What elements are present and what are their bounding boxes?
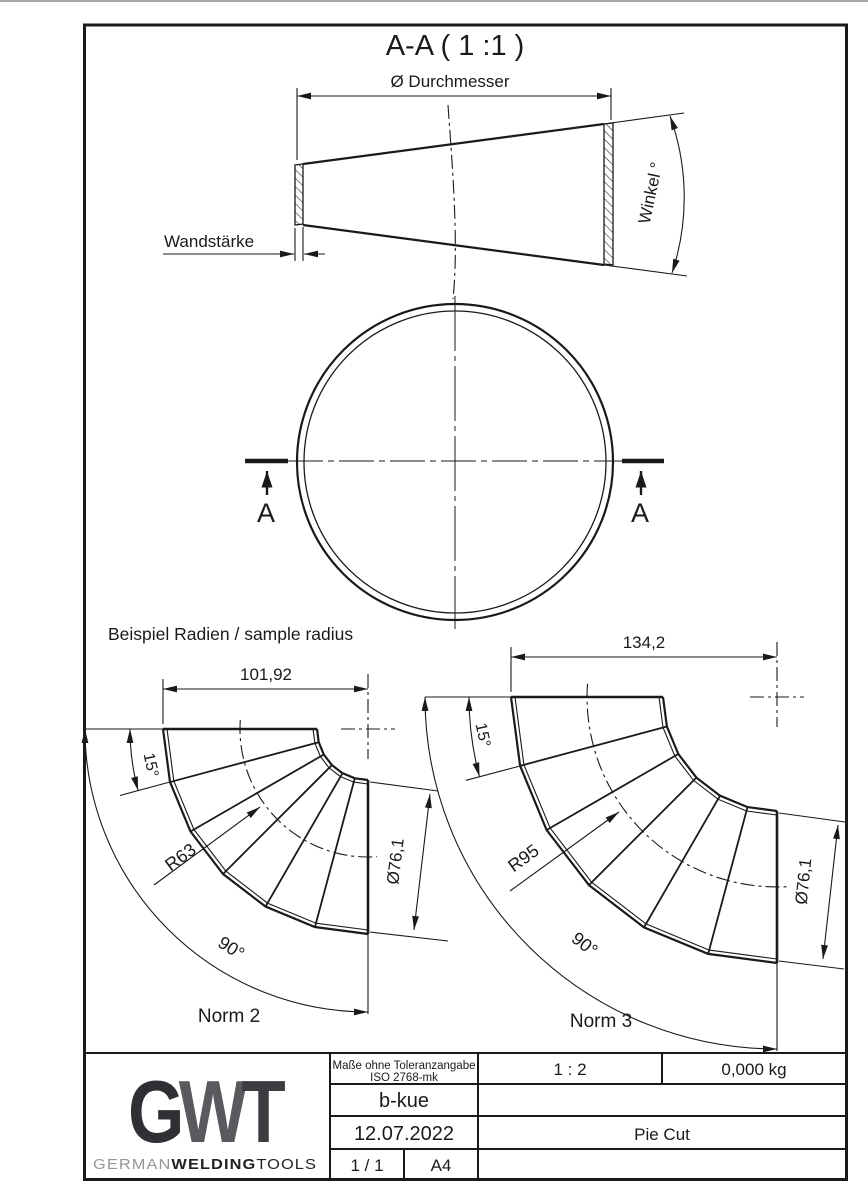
norm2-width-dimension: 101,92	[240, 665, 292, 684]
cone-top-line	[303, 124, 604, 164]
weight-field: 0,000 kg	[721, 1060, 787, 1079]
norm3-pie-cut-body	[511, 684, 790, 963]
section-mark-a-right: A	[630, 498, 650, 528]
tolerance-note-line1: Maße ohne Toleranzangabe	[332, 1060, 476, 1072]
section-view-title: A-A ( 1 :1 )	[385, 30, 525, 62]
title-block	[84, 1053, 847, 1179]
extension-line	[779, 961, 844, 969]
date-field: 12.07.2022	[353, 1123, 455, 1145]
norm3-diameter-dimension: Ø76,1	[791, 857, 816, 906]
technical-drawing-canvas	[0, 2, 868, 1201]
scale-field: 1 : 2	[553, 1060, 587, 1079]
brand-tools: TOOLS	[256, 1156, 312, 1173]
angle-dimension-arc	[670, 116, 684, 273]
tolerance-note-line2: ISO 2768-mk	[370, 1072, 438, 1084]
norm2-pie-cut-body	[163, 720, 377, 934]
norm3-width-dimension: 134,2	[622, 633, 666, 652]
norm3-elbow	[425, 633, 845, 1051]
norm2-diameter-dimension: Ø76,1	[383, 837, 408, 886]
norm2-segment-angle: 15°	[139, 751, 162, 779]
paper-format-field: A4	[430, 1156, 452, 1175]
right-wall-hatched	[604, 123, 613, 265]
norm2-name: Norm 2	[197, 1006, 261, 1027]
angle-dimension-label: Winkel °	[634, 160, 667, 226]
wall-thickness-label: Wandstärke	[164, 232, 255, 251]
norm2-radius-leader	[154, 807, 260, 885]
extension-line	[370, 782, 438, 791]
extension-line	[370, 932, 448, 941]
part-title-field: Pie Cut	[634, 1125, 690, 1144]
author-field: b-kue	[378, 1090, 430, 1112]
segment-cut-line	[170, 742, 319, 782]
norm2-bend-angle: 90°	[214, 932, 249, 964]
brand-german: GERMAN	[93, 1156, 165, 1173]
cone-bottom-line	[303, 225, 604, 265]
logo-letter-g: G	[128, 1062, 190, 1161]
norm3-cut15-extension	[466, 766, 520, 780]
extension-line	[779, 813, 845, 822]
logo-letter-w: W	[178, 1062, 255, 1161]
norm3-radius-label: R95	[504, 840, 543, 876]
norm3-segment-angle: 15°	[471, 721, 494, 749]
norm2-elbow	[85, 665, 448, 1027]
norm3-name: Norm 3	[569, 1011, 633, 1032]
bend-centerline	[448, 105, 455, 299]
gwt-logo-letters	[128, 1062, 289, 1161]
samples-heading: Beispiel Radien / sample radius	[108, 624, 354, 644]
left-wall-hatched	[295, 164, 303, 225]
gwt-logo-wordmark	[93, 1156, 317, 1173]
top-view-circle	[245, 296, 664, 629]
norm2-15deg-arc	[130, 729, 138, 791]
norm2-cut15-extension	[120, 782, 170, 796]
norm2-diameter-dimension-line	[414, 794, 430, 930]
section-mark-a-left: A	[256, 498, 276, 528]
norm2-radius-label: R63	[161, 839, 200, 875]
norm3-diameter-dimension-line	[823, 825, 838, 959]
brand-welding: WELDING	[171, 1156, 250, 1173]
gwt-logo	[93, 1062, 317, 1173]
logo-letter-t: T	[241, 1062, 289, 1161]
norm3-bend-angle: 90°	[567, 928, 602, 961]
sheet-number-field: 1 / 1	[350, 1156, 384, 1175]
diameter-dimension-label: Ø Durchmesser	[390, 72, 510, 91]
section-view-cone	[163, 30, 687, 299]
